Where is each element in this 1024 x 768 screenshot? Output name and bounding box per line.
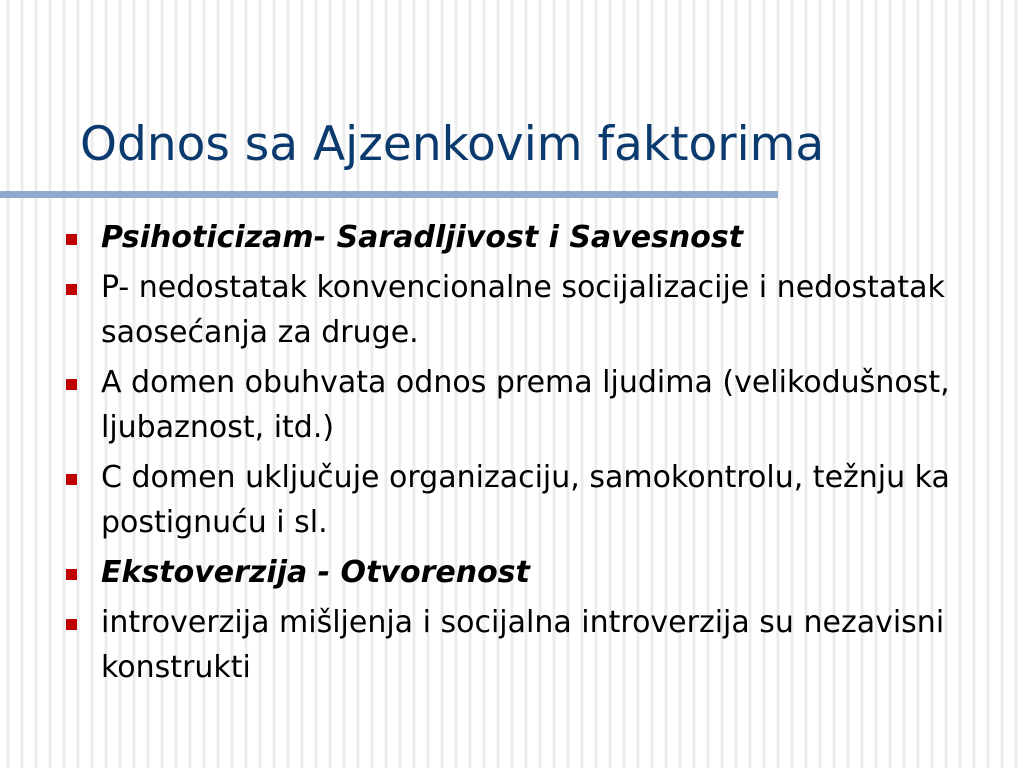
square-bullet-icon (66, 379, 77, 390)
bullet-item (60, 550, 1010, 595)
bullet-text: C domen uključuje organizaciju, samokontrolu, težnju ka postignuću i sl. (101, 460, 950, 540)
square-bullet-icon (66, 569, 77, 580)
bullet-item (60, 265, 1010, 355)
slide-title: Odnos sa Ajzenkovim faktorima (80, 117, 825, 172)
bullet-item (60, 215, 1010, 260)
bullet-text: Ekstoverzija - Otvorenost (101, 555, 530, 590)
bullet-text: introverzija mišljenja i socijalna introverzija su nezavisni konstrukti (101, 605, 945, 685)
square-bullet-icon (66, 474, 77, 485)
title-underline-rule (0, 191, 778, 198)
square-bullet-icon (66, 284, 77, 295)
bullet-item (60, 455, 1010, 545)
bullet-list (60, 215, 1010, 695)
bullet-text: A domen obuhvata odnos prema ljudima (velikodušnost, ljubaznost, itd.) (101, 365, 950, 445)
bullet-text: P- nedostatak konvencionalne socijalizacije i nedostatak saosećanja za druge. (101, 270, 945, 350)
bullet-item (60, 600, 1010, 690)
bullet-text: Psihoticizam- Saradljivost i Savesnost (101, 220, 744, 255)
bullet-item (60, 360, 1010, 450)
square-bullet-icon (66, 619, 77, 630)
square-bullet-icon (66, 234, 77, 245)
